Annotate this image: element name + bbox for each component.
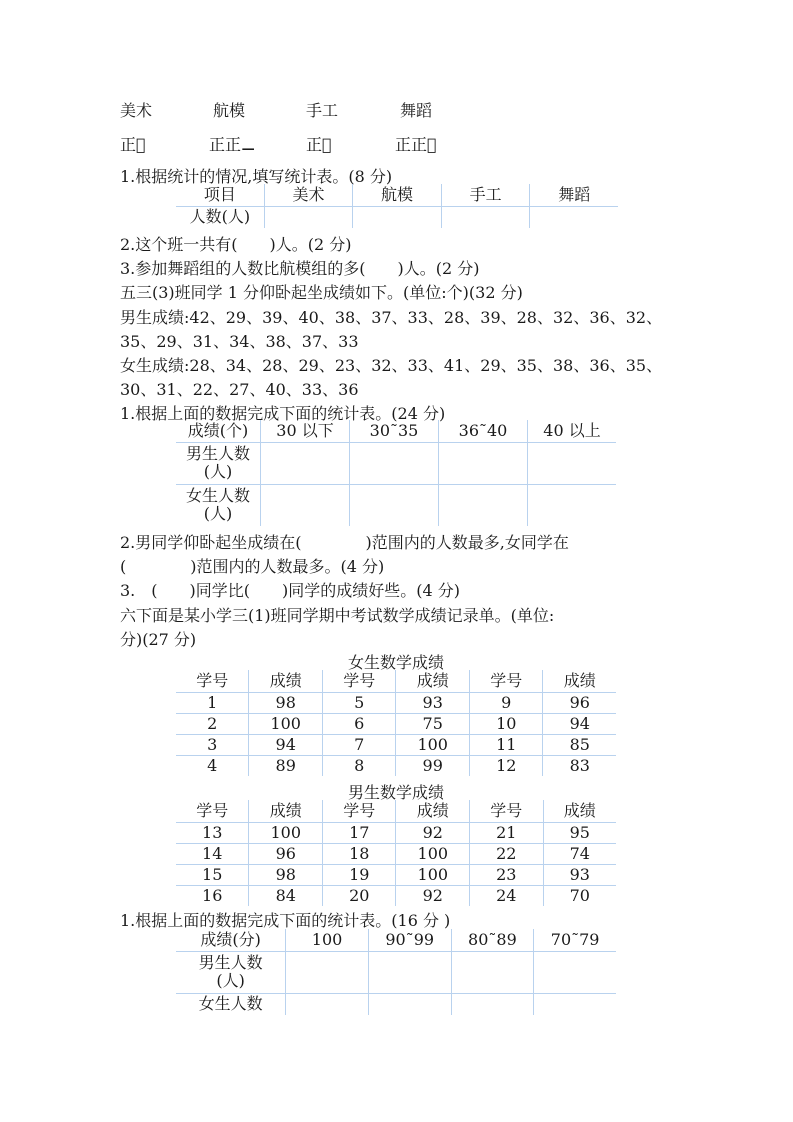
table-header-cell: 成绩(个): [176, 420, 261, 442]
question-most-range-1: 2.男同学仰卧起坐成绩在( )范围内的人数最多,女同学在: [120, 533, 569, 552]
row-label-unit: (人): [203, 504, 233, 524]
math-stat-table: [176, 929, 616, 1015]
score-cell: 94: [249, 734, 323, 755]
situps-stat-table: [176, 420, 616, 526]
table-header-cell: 90˜99: [368, 929, 451, 951]
score-cell: 98: [249, 864, 323, 885]
table-header-cell: 舞蹈: [530, 184, 618, 206]
student-id-cell: 2: [176, 713, 249, 734]
answer-cell[interactable]: [530, 206, 618, 228]
tally-mark-model: 正正⚊: [209, 135, 256, 154]
student-id-cell: 1: [176, 692, 249, 713]
table-header-cell: 40 以上: [528, 420, 617, 442]
score-cell: 100: [249, 822, 323, 843]
table-row-label: [176, 951, 286, 993]
question-situps-table: 1.根据上面的数据完成下面的统计表。(24 分): [120, 404, 446, 423]
student-id-cell: 18: [323, 843, 396, 864]
score-cell: 74: [543, 843, 616, 864]
tally-label-art: 美术: [120, 101, 153, 120]
score-cell: 96: [249, 843, 323, 864]
answer-cell[interactable]: [439, 442, 528, 484]
answer-cell[interactable]: [286, 951, 369, 993]
table-header-cell: 成绩: [396, 670, 470, 692]
score-cell: 92: [396, 822, 470, 843]
tally-label-craft: 手工: [306, 101, 339, 120]
student-id-cell: 8: [323, 755, 396, 776]
table-header-cell: 80˜89: [451, 929, 534, 951]
table-row: [176, 755, 616, 776]
table-header-cell: 学号: [176, 670, 249, 692]
table-header-cell: 成绩: [396, 800, 470, 822]
answer-cell[interactable]: [534, 993, 616, 1015]
score-cell: 85: [543, 734, 616, 755]
boys-scores-line-2: 35、29、31、34、38、37、33: [120, 332, 359, 351]
table-row-label: 人数(人): [189, 207, 251, 227]
student-id-cell: 16: [202, 885, 223, 905]
section-six-title-2: 分)(27 分): [120, 630, 197, 649]
question-most-range-2: ( )范围内的人数最多。(4 分): [120, 557, 385, 576]
table-row: [176, 734, 616, 755]
student-id-cell: 20: [323, 885, 396, 906]
score-cell: 100: [396, 734, 470, 755]
score-cell: 84: [249, 885, 323, 906]
answer-cell[interactable]: [441, 206, 530, 228]
boys-score-table: [176, 800, 616, 906]
student-id-cell: 7: [323, 734, 396, 755]
question-total-count: 2.这个班一共有( )人。(2 分): [120, 235, 352, 254]
table-row-label: 女生人数: [198, 994, 263, 1014]
question-fill-table: 1.根据统计的情况,填写统计表。(8 分): [120, 167, 393, 186]
score-cell: 96: [543, 692, 616, 713]
answer-cell[interactable]: [350, 442, 439, 484]
question-math-table: 1.根据上面的数据完成下面的统计表。(16 分 ): [120, 911, 451, 930]
table-header-cell: 成绩: [543, 800, 616, 822]
table-row-label: [176, 442, 261, 484]
table-header-cell: 手工: [441, 184, 530, 206]
score-cell: 100: [249, 713, 323, 734]
score-cell: 93: [396, 692, 470, 713]
row-label-line: 男生人数: [185, 444, 250, 463]
student-id-cell: 15: [176, 864, 249, 885]
answer-cell[interactable]: [451, 951, 534, 993]
table-header-cell: 100: [286, 929, 369, 951]
student-id-cell: 21: [470, 822, 543, 843]
table-header-cell: 70˜79: [534, 929, 616, 951]
tally-mark-craft: 正𠀆: [306, 135, 332, 154]
score-cell: 99: [396, 755, 470, 776]
student-id-cell: 19: [323, 864, 396, 885]
row-label-line: 女生人数: [185, 486, 250, 506]
score-cell: 89: [249, 755, 323, 776]
score-cell: 100: [396, 864, 470, 885]
student-id-cell: 11: [470, 734, 543, 755]
student-id-cell: 17: [323, 822, 396, 843]
answer-cell[interactable]: [534, 951, 616, 993]
student-id-cell: 9: [470, 692, 543, 713]
answer-cell[interactable]: [451, 993, 534, 1015]
student-id-cell: 12: [470, 755, 543, 776]
score-cell: 94: [543, 713, 616, 734]
student-id-cell: 3: [176, 734, 249, 755]
question-dance-vs-model: 3.参加舞蹈组的人数比航模组的多( )人。(2 分): [120, 259, 480, 278]
girls-score-table: [176, 670, 616, 776]
score-cell: 93: [543, 864, 616, 885]
question-compare: 3. ( )同学比( )同学的成绩好些。(4 分): [120, 581, 460, 600]
section-five-title: 五三(3)班同学 1 分仰卧起坐成绩如下。(单位:个)(32 分): [120, 283, 523, 302]
score-cell: 100: [396, 843, 470, 864]
table-row: [176, 864, 616, 885]
answer-cell[interactable]: [439, 484, 528, 526]
student-id-cell: 14: [176, 843, 249, 864]
student-id-cell: 24: [470, 885, 543, 906]
student-id-cell: 10: [470, 713, 543, 734]
table-header-cell: 航模: [353, 184, 442, 206]
boys-table-caption: 男生数学成绩: [347, 783, 444, 802]
table-header-cell: 30˜35: [350, 420, 439, 442]
student-id-cell: 23: [470, 864, 543, 885]
table-header-cell: 成绩: [543, 670, 616, 692]
answer-cell[interactable]: [528, 442, 617, 484]
table-header-cell: 成绩: [249, 670, 323, 692]
table-header-cell: 学号: [323, 670, 396, 692]
student-id-cell: 4: [207, 755, 218, 775]
student-id-cell: 6: [323, 713, 396, 734]
answer-cell[interactable]: [286, 993, 369, 1015]
answer-cell[interactable]: [368, 951, 451, 993]
score-cell: 95: [543, 822, 616, 843]
student-id-cell: 5: [323, 692, 396, 713]
table-row-label: [176, 484, 261, 526]
answer-cell[interactable]: [350, 484, 439, 526]
answer-cell[interactable]: [261, 484, 350, 526]
answer-cell[interactable]: [353, 206, 442, 228]
table-row: [176, 843, 616, 864]
tally-label-dance: 舞蹈: [400, 101, 433, 120]
score-cell: 98: [249, 692, 323, 713]
table-row: [176, 885, 616, 906]
score-cell: 83: [543, 755, 616, 776]
student-id-cell: 13: [176, 822, 249, 843]
girls-table-caption: 女生数学成绩: [347, 653, 444, 672]
score-cell: 70: [543, 885, 616, 906]
table-header-cell: 项目: [176, 184, 264, 206]
section-six-title-1: 六下面是某小学三(1)班同学期中考试数学成绩记录单。(单位:: [120, 606, 555, 625]
tally-label-model: 航模: [213, 101, 246, 120]
score-cell: 75: [396, 713, 470, 734]
table-row: [176, 822, 616, 843]
table-header-cell: 学号: [470, 670, 543, 692]
girls-scores-line-2: 30、31、22、27、40、33、36: [120, 380, 359, 399]
tally-mark-art: 正𠀆: [120, 135, 146, 154]
table-row: [176, 692, 616, 713]
table-header-cell: 学号: [176, 800, 249, 822]
boys-scores-line-1: 男生成绩:42、29、39、40、38、37、33、28、39、28、32、36、32、: [120, 308, 663, 327]
girls-scores-line-1: 女生成绩:28、34、28、29、23、32、33、41、29、35、38、36、35、: [120, 356, 663, 375]
table-header-cell: 30 以下: [261, 420, 350, 442]
table-header-cell: 学号: [470, 800, 543, 822]
table-header-cell: 学号: [323, 800, 396, 822]
answer-cell[interactable]: [528, 484, 617, 526]
table-header-cell: 36˜40: [439, 420, 528, 442]
answer-cell[interactable]: [261, 442, 350, 484]
row-label-line: 男生人数: [198, 953, 263, 972]
student-id-cell: 22: [470, 843, 543, 864]
interest-group-table: [176, 184, 618, 228]
tally-mark-dance: 正正𠀆: [395, 135, 437, 154]
row-label-unit: (人): [216, 971, 245, 990]
table-header-cell: 美术: [264, 184, 353, 206]
row-label-unit: (人): [203, 462, 233, 481]
table-row: [176, 713, 616, 734]
score-cell: 92: [396, 885, 470, 906]
answer-cell[interactable]: [264, 206, 353, 228]
table-header-cell: 成绩: [249, 800, 323, 822]
table-header-cell: 成绩(分): [176, 929, 286, 951]
answer-cell[interactable]: [368, 993, 451, 1015]
